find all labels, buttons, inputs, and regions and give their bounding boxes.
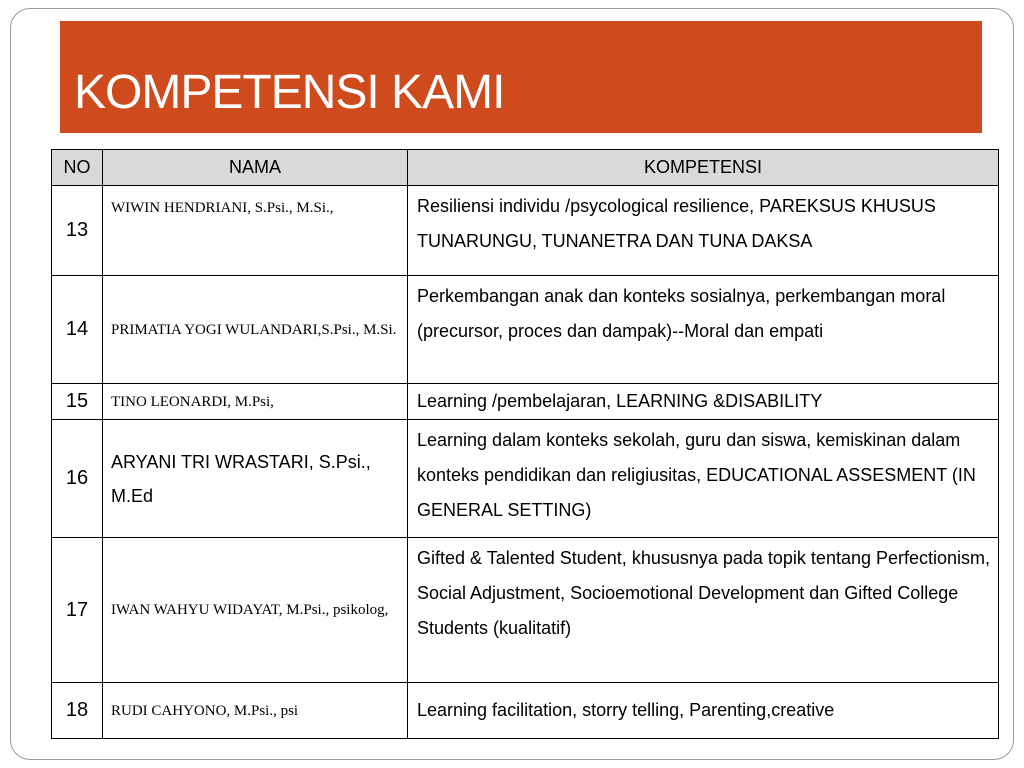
row-no: 13 (52, 186, 103, 276)
row-nama: RUDI CAHYONO, M.Psi., psi (103, 683, 408, 739)
row-no: 17 (52, 538, 103, 683)
header-nama: NAMA (103, 150, 408, 186)
row-nama: PRIMATIA YOGI WULANDARI,S.Psi., M.Si. (103, 276, 408, 384)
header-no: NO (52, 150, 103, 186)
slide-title: KOMPETENSI KAMI (74, 66, 505, 119)
competency-table (51, 149, 999, 739)
row-no: 18 (52, 683, 103, 739)
table-row (52, 384, 999, 420)
row-no: 15 (52, 384, 103, 420)
header-kompetensi: KOMPETENSI (408, 150, 999, 186)
row-nama: IWAN WAHYU WIDAYAT, M.Psi., psikolog, (103, 538, 408, 683)
table-row (52, 538, 999, 683)
row-no: 16 (52, 420, 103, 538)
row-nama: WIWIN HENDRIANI, S.Psi., M.Si., (103, 186, 408, 276)
row-kompetensi: Perkembangan anak dan konteks sosialnya, perkembangan moral (precursor, proces dan dampak)--Moral dan empati (408, 276, 999, 384)
table-row (52, 186, 999, 276)
row-kompetensi: Gifted & Talented Student, khususnya pada topik tentang Perfectionism, Social Adjustment, Socioemotional Development dan Gifted College Students (kualitatif) (408, 538, 999, 683)
row-nama: TINO LEONARDI, M.Psi, (103, 384, 408, 420)
row-kompetensi: Learning dalam konteks sekolah, guru dan siswa, kemiskinan dalam konteks pendidikan dan religiusitas, EDUCATIONAL ASSESMENT (IN GENERAL SETTING) (408, 420, 999, 538)
table-row (52, 276, 999, 384)
table-row (52, 683, 999, 739)
table-row (52, 420, 999, 538)
row-nama: ARYANI TRI WRASTARI, S.Psi., M.Ed (103, 420, 408, 538)
row-kompetensi: Learning facilitation, storry telling, Parenting,creative (408, 683, 999, 739)
row-kompetensi: Resiliensi individu /psycological resilience, PAREKSUS KHUSUS TUNARUNGU, TUNANETRA DAN TUNA DAKSA (408, 186, 999, 276)
row-no: 14 (52, 276, 103, 384)
title-banner (60, 21, 982, 133)
row-kompetensi: Learning /pembelajaran, LEARNING &DISABILITY (408, 384, 999, 420)
table-header-row (52, 150, 999, 186)
